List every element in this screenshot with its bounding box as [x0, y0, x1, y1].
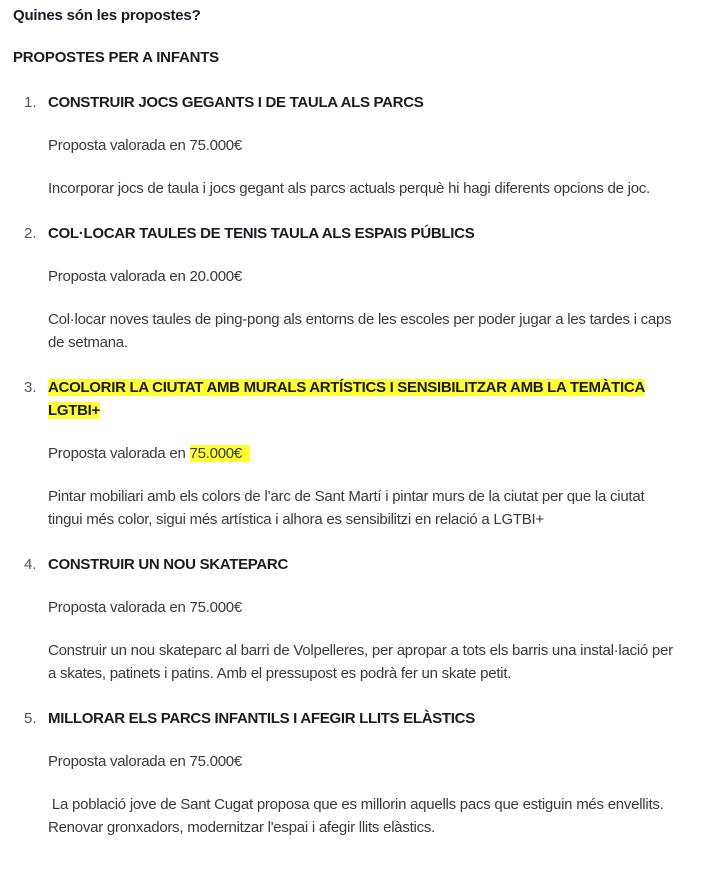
- item-number: 5.: [24, 710, 37, 727]
- price-value: 75.000€: [189, 599, 242, 616]
- proposal-title: MILLORAR ELS PARCS INFANTILS I AFEGIR LLITS ELÀSTICS: [48, 710, 475, 727]
- proposal-list: [13, 91, 710, 839]
- proposal-item: [13, 91, 710, 200]
- item-number: 2.: [24, 225, 37, 242]
- proposal-item: [13, 707, 710, 839]
- highlighted-title: ACOLORIR LA CIUTAT AMB MURALS ARTÍSTICS I SENSIBILITZAR AMB LA TEMÀTICA LGTBI+: [48, 379, 645, 419]
- proposal-item-highlighted: [13, 376, 710, 531]
- item-number: 4.: [24, 556, 37, 573]
- section-heading: PROPOSTES PER A INFANTS: [13, 49, 219, 66]
- proposal-description: Construir un nou skateparc al barri de Volpelleres, per apropar a tots els barris una instal·lació per a skates, patinets i patins. Amb el pressupost es podrà fer un skate petit.: [48, 642, 673, 682]
- proposal-item: [13, 222, 710, 354]
- proposal-description: Incorporar jocs de taula i jocs gegant als parcs actuals perquè hi hagi diferents opcions de joc.: [48, 180, 650, 197]
- proposal-title: COL·LOCAR TAULES DE TENIS TAULA ALS ESPAIS PÚBLICS: [48, 225, 475, 242]
- item-number: 1.: [24, 94, 37, 111]
- item-number: 3.: [24, 379, 37, 396]
- proposal-description: La població jove de Sant Cugat proposa que es millorin aquells pacs que estiguin més envellits. Renovar gronxadors, modernitzar l'espai i afegir llits elàstics.: [48, 796, 668, 836]
- price-value-highlighted: 75.000€: [190, 445, 250, 462]
- proposal-description: Pintar mobiliari amb els colors de l’arc de Sant Martí i pintar murs de la ciutat per que la ciutat tingui més color, sigui més artística i alhora es sensibilitzi en relació a LGTBI+: [48, 488, 645, 528]
- proposal-price: Proposta valorada en 75.000€: [48, 137, 242, 154]
- price-value: 20.000€: [189, 268, 242, 285]
- proposal-price: Proposta valorada en 75.000€: [48, 599, 242, 616]
- proposal-title: [48, 376, 710, 422]
- proposal-price: Proposta valorada en 20.000€: [48, 268, 242, 285]
- proposal-item: [13, 553, 710, 685]
- price-value: 75.000€: [189, 137, 242, 154]
- proposal-price: Proposta valorada en 75.000€: [48, 753, 242, 770]
- proposal-title: CONSTRUIR UN NOU SKATEPARC: [48, 556, 288, 573]
- price-value: 75.000€: [189, 753, 242, 770]
- proposal-title: CONSTRUIR JOCS GEGANTS I DE TAULA ALS PARCS: [48, 94, 424, 111]
- proposal-description: Col·locar noves taules de ping-pong als entorns de les escoles per poder jugar a les tardes i caps de setmana.: [48, 311, 672, 351]
- page-title: Quines són les propostes?: [13, 7, 201, 24]
- proposal-price: Proposta valorada en 75.000€: [48, 442, 710, 465]
